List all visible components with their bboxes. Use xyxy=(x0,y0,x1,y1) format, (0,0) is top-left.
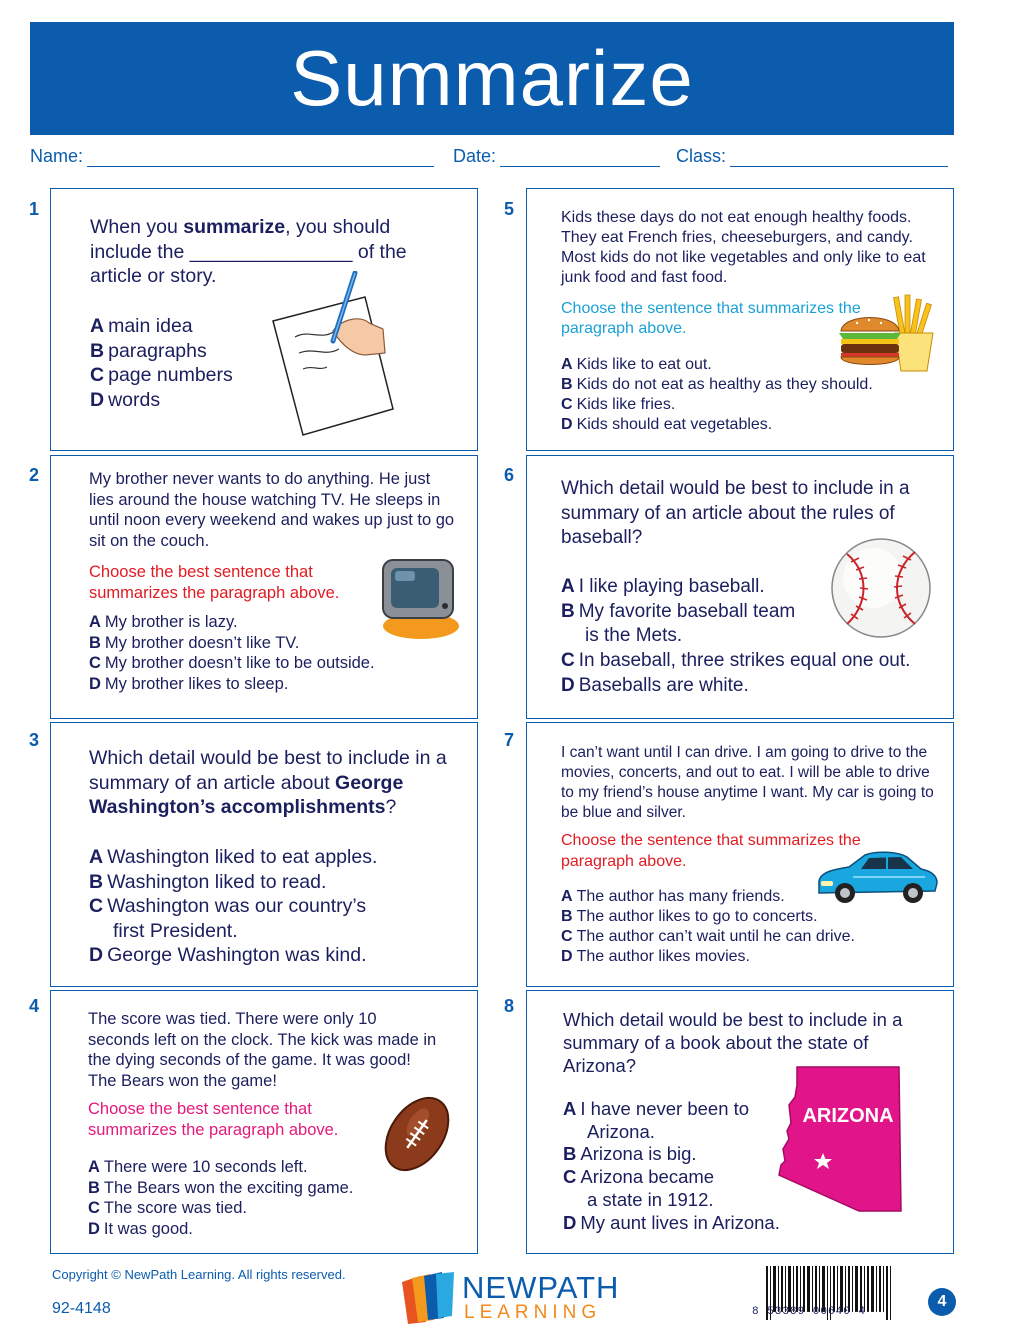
class-field[interactable] xyxy=(676,146,948,167)
option-a[interactable]: A There were 10 seconds left. xyxy=(88,1158,308,1176)
date-blank[interactable] xyxy=(500,148,660,167)
name-field[interactable] xyxy=(30,146,434,167)
option-d[interactable]: D Kids should eat vegetables. xyxy=(561,416,773,433)
question-prompt: Choose the sentence that summarizes the paragraph above. xyxy=(561,832,861,870)
title-banner xyxy=(30,22,954,135)
stem-keyword: George Washington’s accomplishments xyxy=(89,771,404,818)
class-blank[interactable] xyxy=(730,148,948,167)
answer-options xyxy=(88,1157,353,1239)
question-number: 1 xyxy=(29,199,40,219)
option-a[interactable]: A My brother is lazy. xyxy=(89,613,238,631)
option-a[interactable]: A Washington liked to eat apples. xyxy=(89,846,378,868)
logo-wordmark: NEWPATH xyxy=(462,1270,620,1305)
option-a[interactable]: A I like playing baseball. xyxy=(561,576,765,597)
page-title: Summarize xyxy=(290,34,694,122)
option-c[interactable]: C The score was tied. xyxy=(88,1199,247,1217)
option-d[interactable]: D George Washington was kind. xyxy=(89,944,367,966)
option-c[interactable]: C In baseball, three strikes equal one out. xyxy=(561,650,911,672)
football-icon xyxy=(381,1091,453,1177)
question-number: 2 xyxy=(29,465,40,485)
option-c[interactable]: C My brother doesn’t like to be outside. xyxy=(89,654,375,672)
option-d[interactable]: D My aunt lives in Arizona. xyxy=(563,1211,780,1233)
passage-text: I can’t want until I can drive. I am going to drive to the movies, concerts, and out to eat. I will be able to drive to my friend’s house anytime I want. My car is going to be blue and silver. xyxy=(561,744,934,821)
passage-text: The score was tied. There were only 10 seconds left on the clock. The kick was made in the dying seconds of the game. It was good! The Bears won the game! xyxy=(88,1010,437,1090)
question-number: 7 xyxy=(504,730,515,750)
question-number: 6 xyxy=(504,465,515,485)
option-b-continued: is the Mets. xyxy=(585,625,683,647)
question-number: 3 xyxy=(29,730,40,750)
answer-options xyxy=(561,355,873,435)
barcode-number: 8 53389 00640 4 xyxy=(752,1306,867,1318)
question-card-2 xyxy=(50,455,478,719)
passage-text: My brother never wants to do anything. He just lies around the house watching TV. He sleeps in until noon every weekend and wakes up just to go sit on the couch. xyxy=(89,470,455,550)
option-d[interactable]: D Baseballs are white. xyxy=(561,674,749,696)
option-b[interactable]: B The author likes to go to concerts. xyxy=(561,908,818,925)
option-a[interactable]: A Kids like to eat out. xyxy=(561,356,712,373)
question-card-3 xyxy=(50,722,478,987)
option-c[interactable]: C Arizona became xyxy=(563,1166,715,1188)
option-c-continued: first President. xyxy=(113,919,238,942)
option-b[interactable]: B Kids do not eat as healthy as they should. xyxy=(561,376,873,393)
answer-options xyxy=(563,1098,780,1234)
option-b[interactable]: B Washington liked to read. xyxy=(89,870,327,893)
book-stack-icon xyxy=(398,1270,460,1326)
answer-options xyxy=(89,845,377,968)
option-c[interactable]: C The author can’t wait until he can drive. xyxy=(561,928,855,945)
answer-options xyxy=(90,314,233,412)
passage-text: Kids these days do not eat enough healthy foods. They eat French fries, cheeseburgers, and candy. Most kids do not like vegetables and only like to eat junk food and fast food. xyxy=(561,209,926,286)
option-b[interactable]: B paragraphs xyxy=(90,339,207,362)
newpath-logo xyxy=(398,1270,628,1326)
burger-fries-icon xyxy=(837,293,937,377)
stem-text: When you xyxy=(90,216,184,238)
option-b[interactable]: B My brother doesn’t like TV. xyxy=(89,633,300,652)
stem-text: Which detail would be best to include in a summary of an article about xyxy=(89,747,447,794)
stem-text: of the article or story. xyxy=(90,240,407,287)
option-a[interactable]: A main idea xyxy=(90,315,193,337)
question-prompt: Choose the best sentence that summarizes the paragraph above. xyxy=(89,563,340,602)
date-field[interactable] xyxy=(453,146,660,167)
option-d[interactable]: D words xyxy=(90,388,161,411)
car-icon xyxy=(813,847,941,907)
student-info-line xyxy=(30,146,954,170)
answer-options xyxy=(561,887,855,967)
name-label: Name: xyxy=(30,146,84,166)
question-card-4 xyxy=(50,990,478,1254)
stem-text: , you should include the xyxy=(90,216,391,263)
answer-options xyxy=(89,612,375,694)
option-c[interactable]: C Kids like fries. xyxy=(561,396,676,413)
option-a-continued: Arizona. xyxy=(587,1120,655,1142)
stem-keyword: summarize xyxy=(183,216,286,238)
option-c[interactable]: C page numbers xyxy=(90,364,233,386)
arizona-map-icon xyxy=(775,1065,905,1215)
question-stem xyxy=(89,746,469,820)
name-blank[interactable] xyxy=(87,148,434,167)
question-number: 8 xyxy=(504,996,515,1016)
option-c-continued: a state in 1912. xyxy=(587,1188,714,1210)
option-a[interactable]: A I have never been to xyxy=(563,1098,750,1119)
stem-text: ? xyxy=(385,796,397,818)
question-prompt: Choose the sentence that summarizes the paragraph above. xyxy=(561,300,861,337)
map-label: ARIZONA xyxy=(802,1105,894,1127)
question-number: 5 xyxy=(504,199,515,219)
page-number-badge: 4 xyxy=(928,1288,956,1316)
question-stem: Which detail would be best to include in a summary of a book about the state of Arizona? xyxy=(563,1009,903,1076)
question-card-8 xyxy=(526,990,954,1254)
baseball-icon xyxy=(829,536,933,640)
logo-subwordmark: LEARNING xyxy=(464,1302,602,1323)
product-code: 92-4148 xyxy=(52,1300,111,1317)
question-card-6 xyxy=(526,455,954,719)
question-card-1 xyxy=(50,188,478,451)
option-a[interactable]: A The author has many friends. xyxy=(561,888,785,905)
question-stem: Which detail would be best to include in a summary of an article about the rules of baseball? xyxy=(561,478,910,548)
option-d[interactable]: D My brother likes to sleep. xyxy=(89,674,289,693)
class-label: Class: xyxy=(676,146,727,166)
question-card-5 xyxy=(526,188,954,451)
date-label: Date: xyxy=(453,146,497,166)
option-b[interactable]: B Arizona is big. xyxy=(563,1143,697,1165)
stem-blank: _______________ xyxy=(189,240,353,263)
television-icon xyxy=(377,556,463,642)
question-prompt: Choose the best sentence that summarizes the paragraph above. xyxy=(88,1100,339,1139)
option-b[interactable]: B The Bears won the exciting game. xyxy=(88,1178,354,1197)
option-b[interactable]: B My favorite baseball team xyxy=(561,600,796,622)
option-d[interactable]: D The author likes movies. xyxy=(561,948,750,965)
hand-writing-icon xyxy=(269,271,399,441)
question-card-7 xyxy=(526,722,954,987)
arizona-map xyxy=(775,1065,905,1215)
copyright-text: Copyright © NewPath Learning. All rights reserved. xyxy=(52,1267,346,1282)
question-number: 4 xyxy=(29,996,40,1016)
option-c[interactable]: C Washington was our country’s xyxy=(89,895,367,917)
option-d[interactable]: D It was good. xyxy=(88,1219,193,1238)
